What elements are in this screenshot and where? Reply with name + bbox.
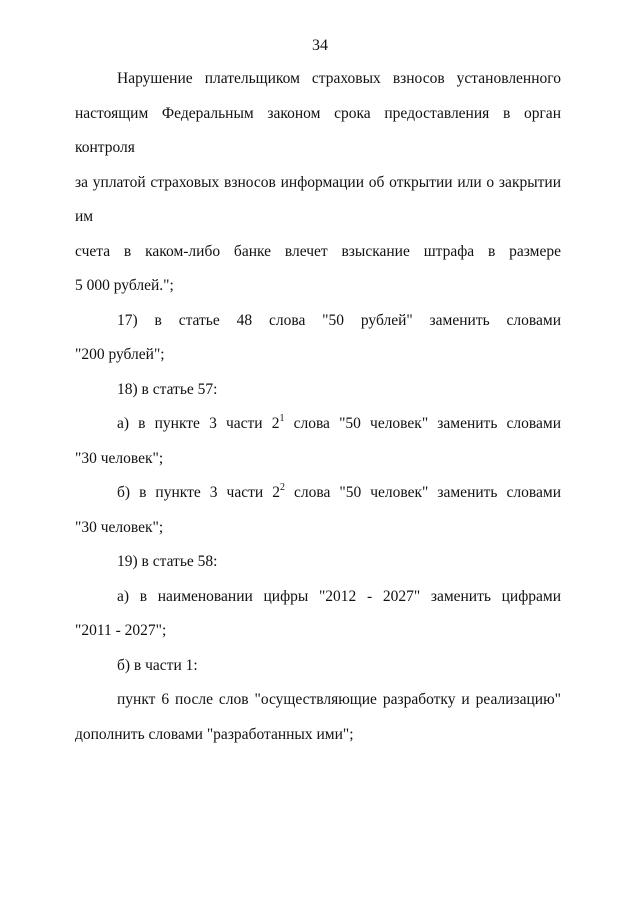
superscript: 1 (279, 412, 285, 424)
paragraph-line: 17) в статье 48 слова "50 рублей" заменить словами (117, 311, 561, 329)
document-body (75, 62, 561, 752)
paragraph-line: счета в каком-либо банке влечет взыскание штрафа в размере (75, 242, 561, 260)
paragraph-line: "30 человек"; (75, 449, 164, 467)
paragraph-line: а) в наименовании цифры "2012 - 2027" заменить цифрами (117, 587, 561, 605)
page-number: 34 (312, 37, 328, 54)
superscript: 2 (279, 481, 285, 493)
paragraph-line: "30 человек"; (75, 518, 164, 536)
paragraph-line: пункт 6 после слов "осуществляющие разработку и реализацию" (117, 691, 561, 708)
text-run: а) в пункте 3 части 2 (117, 415, 280, 432)
paragraph-line (75, 476, 561, 511)
paragraph-line: 18) в статье 57: (117, 380, 218, 398)
paragraph-line (75, 407, 561, 442)
paragraph-line: "200 рублей"; (75, 346, 165, 363)
paragraph-line: дополнить словами "разработанных ими"; (75, 725, 354, 743)
paragraph-line: 5 000 рублей."; (75, 277, 174, 294)
text-run: слова "50 человек" заменить словами (284, 415, 561, 432)
paragraph-line: настоящим Федеральным законом срока предоставления в орган контроля (75, 104, 561, 156)
text-run: слова "50 человек" заменить словами (284, 484, 561, 501)
text-run: б) в пункте 3 части 2 (117, 484, 280, 501)
paragraph-line: Нарушение плательщиком страховых взносов установленного (117, 70, 561, 87)
paragraph-line: 19) в статье 58: (117, 553, 218, 570)
paragraph-line: за уплатой страховых взносов информации об открытии или о закрытии им (75, 173, 561, 225)
paragraph-line: б) в части 1: (117, 656, 198, 674)
paragraph-line: "2011 - 2027"; (75, 622, 167, 639)
